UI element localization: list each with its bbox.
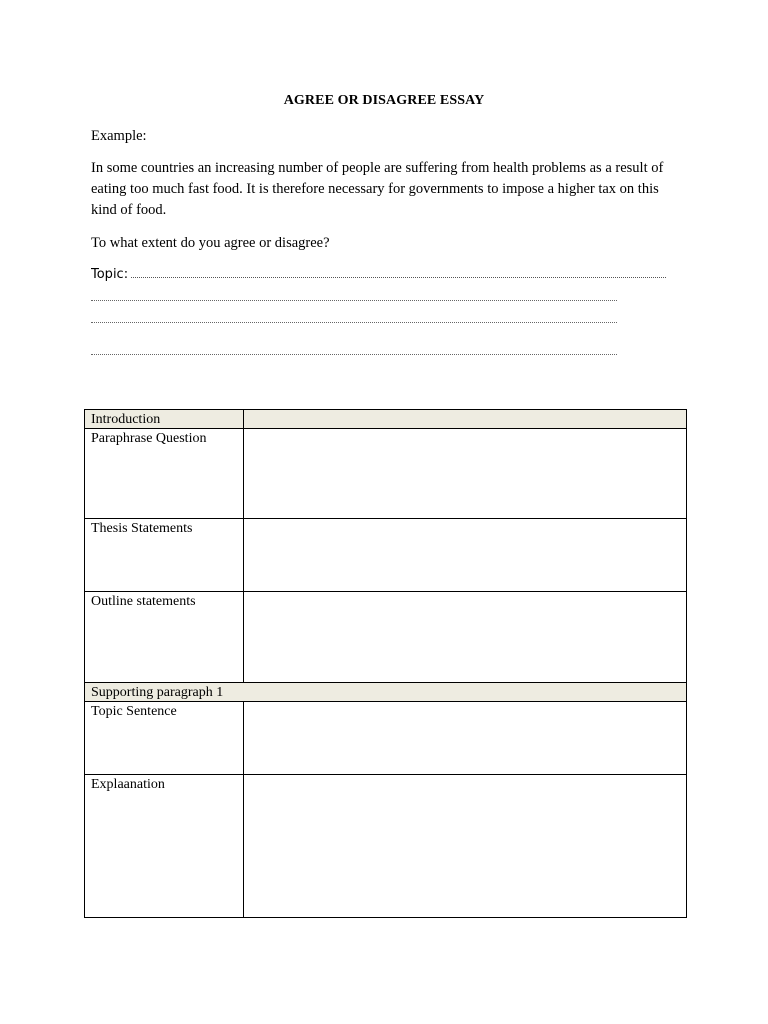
writing-dotted-line[interactable] [91,354,617,355]
answer-cell-outline-statements[interactable] [244,592,687,683]
row-label-outline-statements: Outline statements [85,592,244,683]
example-label: Example: [91,128,147,144]
table-row [85,592,687,683]
essay-question: To what extent do you agree or disagree? [91,235,330,251]
topic-dotted-line [131,266,666,278]
answer-cell-topic-sentence[interactable] [244,702,687,775]
row-label-paraphrase-question: Paraphrase Question [85,429,244,519]
essay-planning-table [84,409,687,918]
table-row [85,429,687,519]
answer-cell-paraphrase-question[interactable] [244,429,687,519]
table-row [85,410,687,429]
essay-prompt: In some countries an increasing number of people are suffering from health problems as a result of eating too much fast food. It is therefore necessary for governments to impose a higher tax on this kind of food. [91,160,664,218]
row-label-explanation: Explaanation [85,775,244,918]
table-row [85,519,687,592]
table-row [85,775,687,918]
answer-cell-explanation[interactable] [244,775,687,918]
section-header-introduction: Introduction [85,410,244,429]
row-label-thesis-statements: Thesis Statements [85,519,244,592]
writing-dotted-line[interactable] [91,300,617,301]
section-header-supporting-paragraph-1: Supporting paragraph 1 [85,683,687,702]
document-title: AGREE OR DISAGREE ESSAY [283,93,485,108]
table-row [85,683,687,702]
topic-label: Topic: [91,267,129,282]
row-label-topic-sentence: Topic Sentence [85,702,244,775]
writing-dotted-line[interactable] [91,322,617,323]
table-row [85,702,687,775]
answer-cell-thesis-statements[interactable] [244,519,687,592]
topic-line[interactable] [91,266,666,282]
section-header-blank [244,410,687,429]
